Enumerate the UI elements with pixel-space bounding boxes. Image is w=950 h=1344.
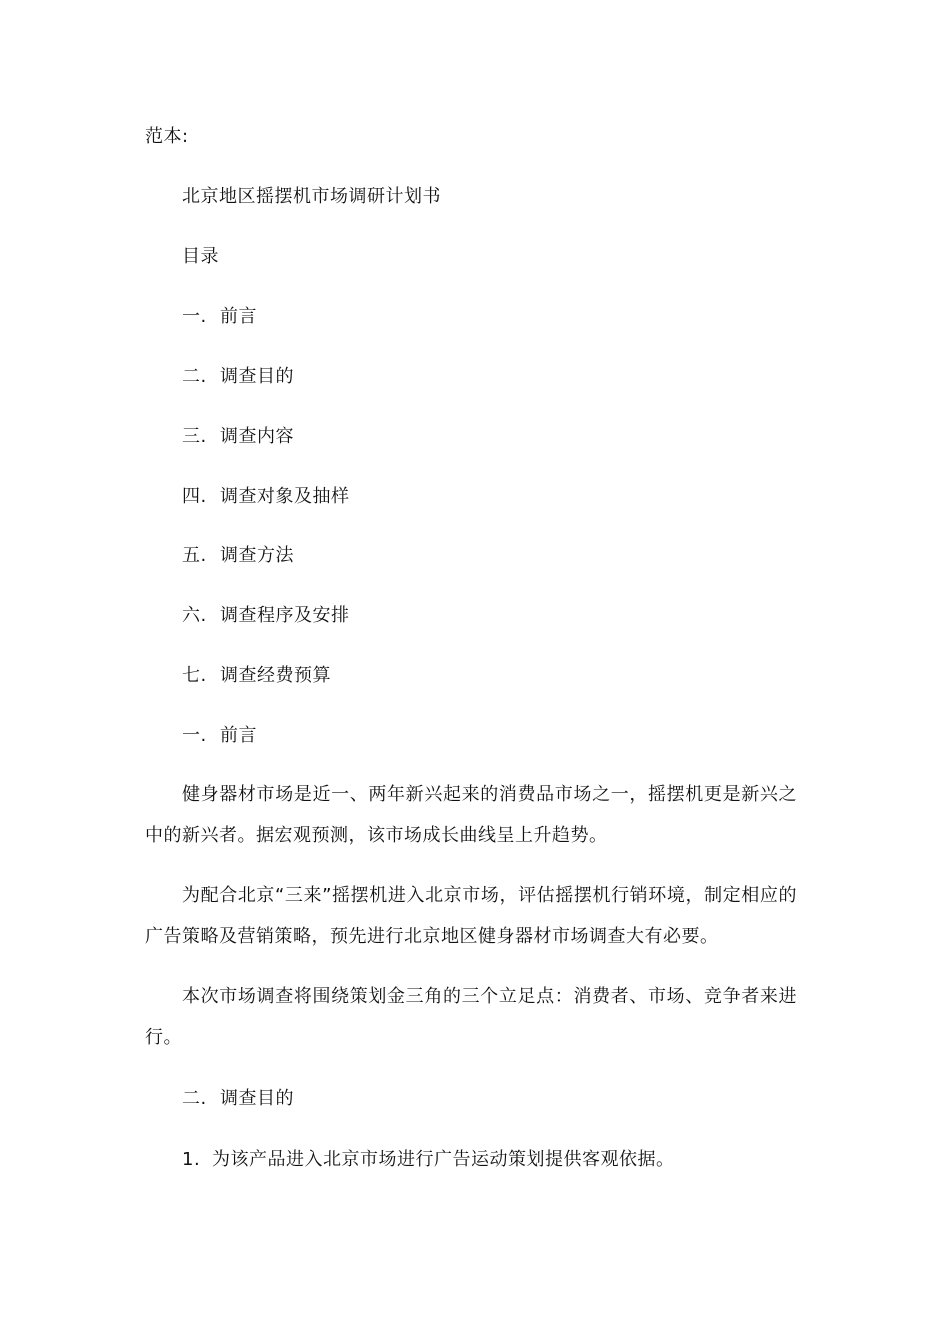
body-paragraph: 为配合北京“三来”摇摆机进入北京市场，评估摇摆机行销环境，制定相应的广告策略及营销策略，预先进行北京地区健身器材市场调查大有必要。 — [145, 885, 797, 947]
toc-item — [182, 305, 257, 329]
toc-item-text: 前言 — [220, 306, 257, 327]
toc-item-number: 七. — [182, 665, 207, 686]
list-item-text: 为该产品进入北京市场进行广告运动策划提供客观依据。 — [212, 1149, 675, 1170]
section-number: 一. — [182, 725, 207, 746]
toc-item — [182, 485, 350, 509]
document-title: 北京地区摇摆机市场调研计划书 — [182, 186, 441, 207]
toc-item — [182, 604, 350, 628]
toc-item-text: 调查对象及抽样 — [220, 486, 350, 507]
section-title: 前言 — [220, 725, 257, 746]
toc-item-text: 调查目的 — [220, 366, 294, 387]
toc-heading: 目录 — [182, 246, 219, 267]
list-item-number: 1. — [182, 1149, 201, 1170]
toc-item-number: 六. — [182, 605, 207, 626]
section-title: 调查目的 — [220, 1088, 294, 1109]
toc-item-text: 调查经费预算 — [220, 665, 331, 686]
toc-item-text: 调查内容 — [220, 426, 294, 447]
section-heading — [182, 1087, 294, 1111]
toc-item-number: 一. — [182, 306, 207, 327]
toc-item — [182, 425, 294, 449]
toc-item — [182, 365, 294, 389]
toc-item — [182, 544, 294, 568]
section-heading — [182, 724, 257, 748]
section-number: 二. — [182, 1088, 207, 1109]
toc-item-text: 调查程序及安排 — [220, 605, 350, 626]
toc-item-number: 五. — [182, 545, 207, 566]
toc-item-number: 三. — [182, 426, 207, 447]
toc-item — [182, 664, 331, 688]
toc-item-text: 调查方法 — [220, 545, 294, 566]
template-label: 范本: — [145, 126, 189, 147]
toc-item-number: 四. — [182, 486, 207, 507]
toc-item-number: 二. — [182, 366, 207, 387]
body-paragraph: 本次市场调查将围绕策划金三角的三个立足点：消费者、市场、竞争者来进行。 — [145, 986, 797, 1048]
body-paragraph: 健身器材市场是近一、两年新兴起来的消费品市场之一，摇摆机更是新兴之中的新兴者。据宏观预测，该市场成长曲线呈上升趋势。 — [145, 784, 797, 846]
list-item — [182, 1148, 675, 1172]
